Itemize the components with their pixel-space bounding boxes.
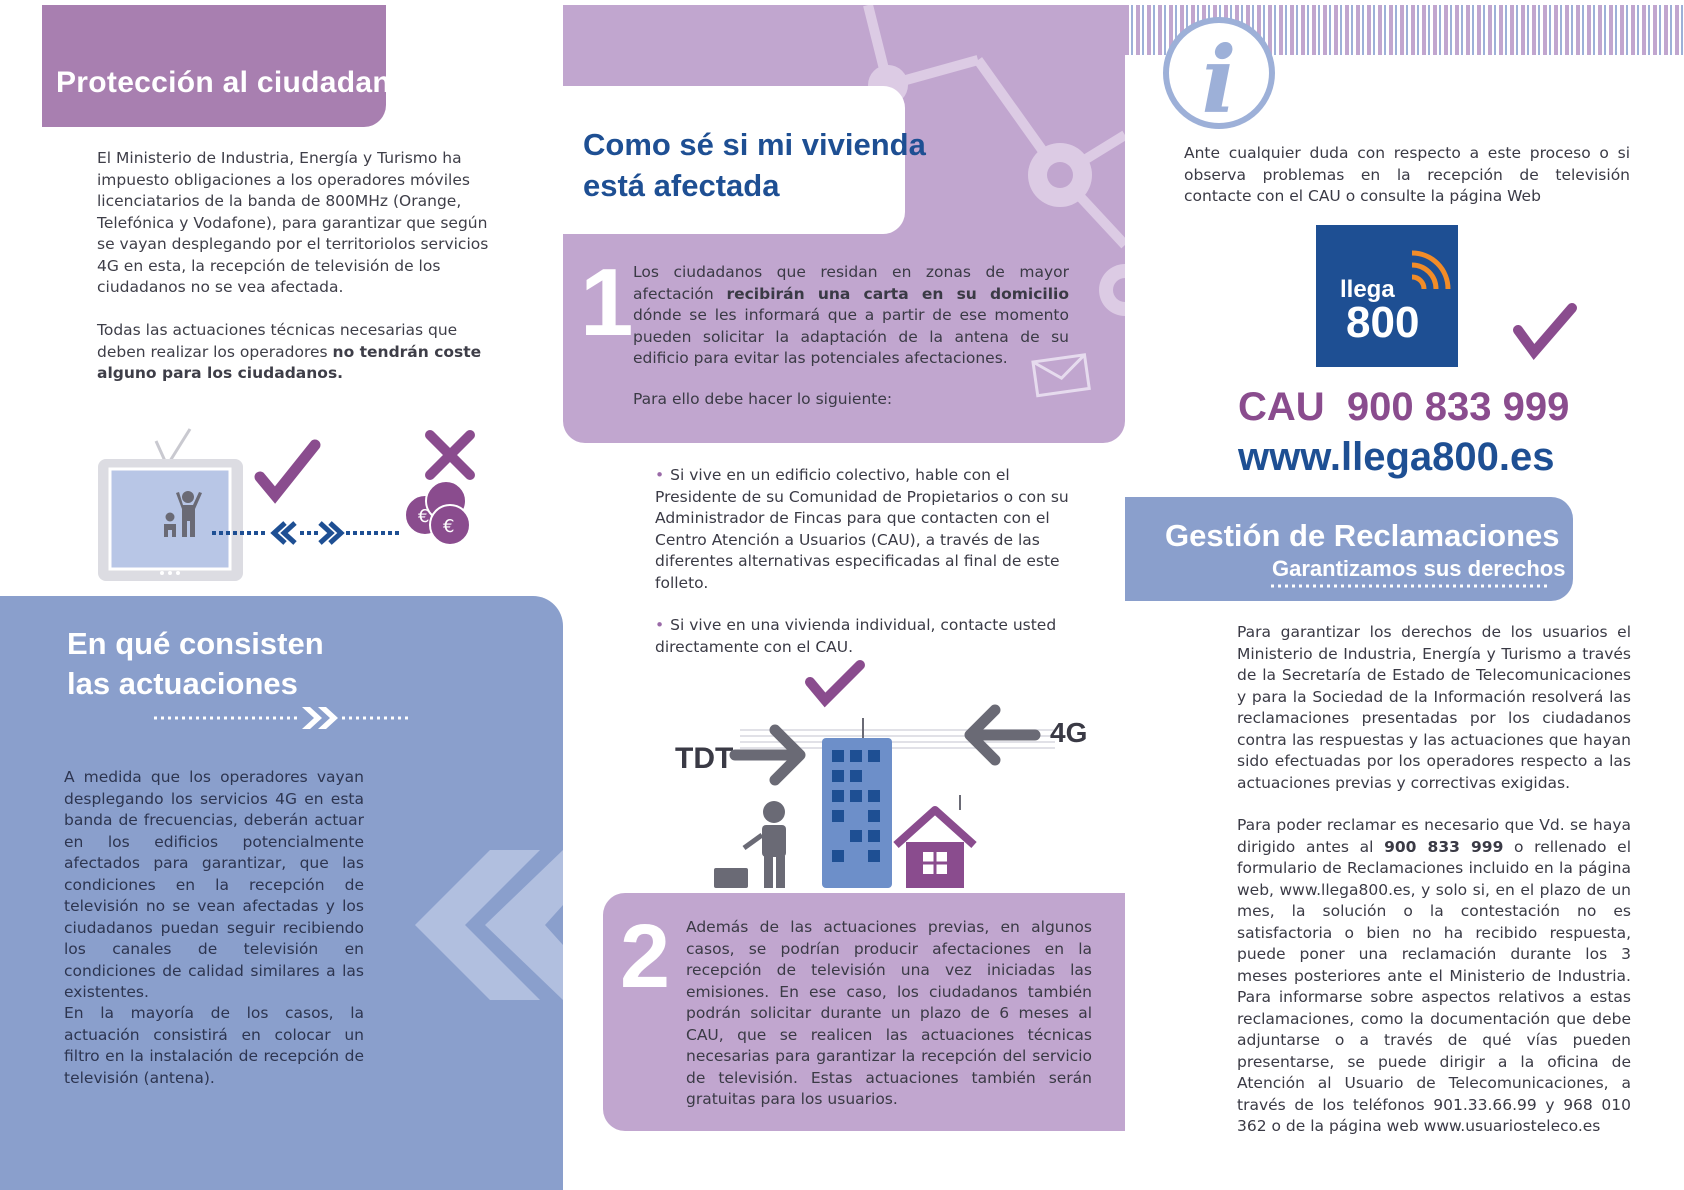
proteccion-paragraph-2 [97, 320, 497, 385]
proteccion-paragraph-1: El Ministerio de Industria, Energía y Turismo ha impuesto obligaciones a los operadores móviles licenciatarios de la banda de 800MHz (Orange, Telefónica y Vodafone), para garantizar que según se vayan desplegando por el territoriolos servicios 4G en esta, la recepción de televisión de los ciudadanos no se vea afectada. [97, 149, 489, 296]
logo-word: llega [1340, 276, 1395, 303]
step1-start: Los ciudadanos que residan en zonas de mayor afectación [633, 263, 1069, 303]
gestion-title: Gestión de Reclamaciones [1165, 518, 1560, 553]
technician-icon [714, 801, 786, 888]
svg-text:€: € [443, 516, 455, 537]
step1-end: dónde se les informará que a partir de ese momento pueden solicitar la adaptación de la antena de su edificio para evitar las potenciales afectaciones. [633, 306, 1069, 367]
info-text: Ante cualquier duda con respecto a este proceso o si observa problemas en la recepción de televisión contacte con el CAU o consulte la página Web [1184, 144, 1630, 205]
step1-text [633, 262, 1069, 370]
bullet-item-colectivo [655, 465, 1075, 594]
tv-icon [98, 429, 243, 581]
step-number-2: 2 [620, 907, 671, 1007]
logo-number: 800 [1346, 298, 1420, 347]
actuaciones-paragraph-1: A medida que los operadores vayan desplegando los servicios 4G en esta banda de frecuencias, deberán actuar en los edificios potencialmente afectados para garantizar, que las condiciones en la recepción de televisión no se vean afectadas y los ciudadanos puedan seguir recibiendo los canales de televisión en condiciones de calidad similares a las existentes. [64, 768, 364, 1001]
gestion-p2-phone: 900 833 999 [1384, 837, 1504, 856]
cross-icon [430, 435, 470, 475]
proteccion-p2-bold: no tendrán coste alguno para los ciudadanos. [97, 342, 482, 382]
como-title-line2: está afectada [583, 168, 780, 203]
svg-text:i: i [1201, 26, 1237, 131]
step-number-1: 1 [580, 249, 634, 356]
dotted-arrow-divider [152, 703, 414, 733]
step1-bold: recibirán una carta en su domicilio [726, 284, 1069, 303]
llega800-logo [1316, 225, 1458, 367]
house-icon [896, 795, 974, 888]
bullet1-text: Si vive en un edificio colectivo, hable con el Presidente de su Comunidad de Propietarios o con su Administrador de Fincas para que contacten con el Centro Atención a Usuarios (CAU), a través de las diferentes alternativas especificadas al final de este folleto. [655, 466, 1069, 592]
wifi-signal-icon [1412, 253, 1448, 289]
check-icon [260, 445, 315, 495]
building-icon [822, 718, 892, 888]
cau-phone-number[interactable]: 900 833 999 [1346, 385, 1570, 429]
svg-text:€: € [418, 506, 430, 527]
step1-follow-text: Para ello debe hacer lo siguiente: [633, 390, 893, 408]
building-signal-illustration [670, 660, 1090, 895]
proteccion-title: Protección al ciudadano [56, 66, 410, 99]
large-chevrons-decoration [410, 845, 563, 1005]
check-icon [1510, 300, 1580, 362]
cau-web-link[interactable]: www.llega800.es [1238, 435, 1555, 479]
euro-coins-icon [405, 481, 470, 545]
como-title [583, 124, 926, 206]
label-4g: 4G [1050, 717, 1088, 748]
actuaciones-title-line1: En qué consisten [67, 626, 324, 661]
arrow-right-icon [735, 730, 800, 780]
como-title-line1: Como sé si mi vivienda [583, 127, 926, 162]
dotted-underline [1270, 583, 1552, 589]
step2-text: Además de las actuaciones previas, en algunos casos, se podrían producir afectaciones en la recepción de televisión una vez iniciadas las emisiones. En ese caso, los ciudadanos también podrán solicitar durante un plazo de 6 meses al CAU, que se realicen las actuaciones técnicas necesarias para garantizar la recepción del servicio de televisión. Estas actuaciones también serán gratuitas para los usuarios. [686, 918, 1092, 1108]
gestion-p2-end: o rellenado el formulario de Reclamaciones incluido en la página web, www.llega800.es, y solo si, en el plazo de un mes, la solución o la contestación no es satisfactoria o bien no ha recibido respuesta, puede poner una reclamación durante los 3 meses posteriores ante el Ministerio de Industria. Para informarse sobre aspectos relativos a estas reclamaciones, como la documentación que debe adjuntarse o a través de qué vías pueden presentarse, se puede dirigir a la oficina de Atención al Usuario de Telecomunicaciones, a través de los teléfonos 901.33.66.99 y 968 010 362 o de la página web www.usuariosteleco.es [1237, 837, 1632, 1135]
cau-phone-line [1238, 385, 1569, 430]
actuaciones-title [67, 624, 324, 704]
actuaciones-paragraph-2: En la mayoría de los casos, la actuación consistirá en colocar un filtro en la instalación de recepción de televisión (antena). [64, 1004, 364, 1087]
gestion-paragraph-1: Para garantizar los derechos de los usuarios el Ministerio de Industria, Energía y Turismo a través de la Secretaría de Estado de Telecomunicaciones y para la Sociedad de la Información resolverá las reclamaciones presentadas por los ciudadanos contra las respuestas y las actuaciones que hayan sido efectuadas por los operadores respecto a las actuaciones previas y correctivas exigidas. [1237, 623, 1631, 792]
gestion-p2-start: Para poder reclamar es necesario que Vd. se haya dirigido antes al [1237, 816, 1631, 856]
actuaciones-title-line2: las actuaciones [67, 666, 298, 701]
info-icon [1161, 15, 1277, 131]
double-chevron-right-icon [302, 707, 338, 729]
proteccion-p2-text: Todas las actuaciones técnicas necesarias que deben realizar los operadores [97, 321, 458, 361]
gestion-subtitle: Garantizamos sus derechos [1272, 556, 1566, 581]
bullet-item-individual [655, 615, 1075, 658]
bullet2-text: Si vive en una vivienda individual, contacte usted directamente con el CAU. [655, 616, 1057, 656]
tv-filter-illustration [90, 425, 490, 590]
llega800-logo-graphic [1316, 225, 1458, 367]
label-tdt: TDT [675, 742, 734, 775]
gestion-paragraph-2 [1237, 815, 1631, 1138]
cau-label: CAU [1238, 385, 1325, 429]
bullet-dot-icon: • [655, 466, 665, 484]
check-icon [810, 665, 860, 700]
arrow-left-icon [970, 710, 1035, 760]
bullet-dot-icon: • [655, 616, 665, 634]
